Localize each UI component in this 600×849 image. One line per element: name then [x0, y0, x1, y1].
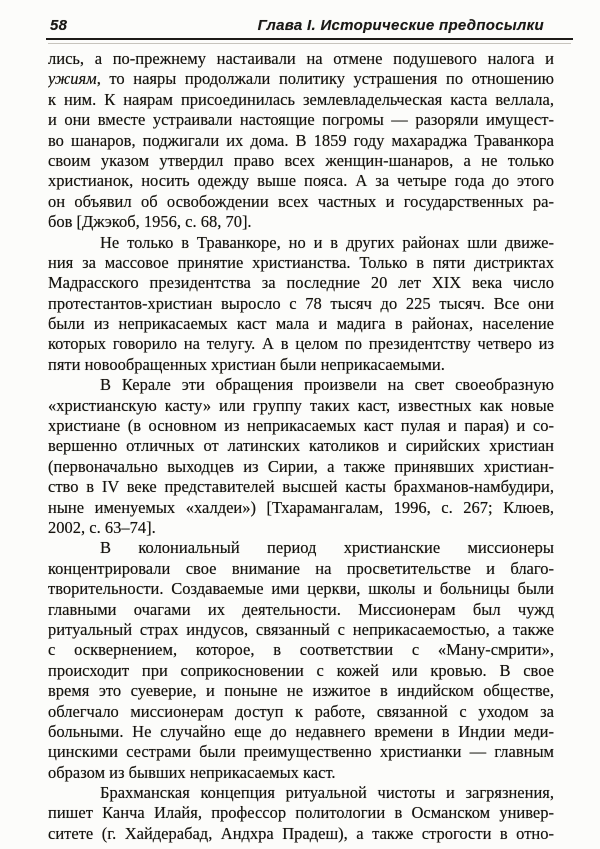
text-segment: ство в IV веке представителей высшей касты брахманов-намбудири,: [48, 477, 554, 497]
text-segment: концентрировали свое внимание на просветительстве и благо-: [48, 558, 554, 578]
text-line: [48, 783, 554, 803]
text-line: [48, 334, 554, 354]
header-rule-shadow: [48, 43, 571, 44]
text-segment: Не только в Траванкоре, но и в других районах шли движе-: [100, 232, 554, 252]
text-segment: которых говорило на телугу. А в целом по президентству четверо из: [48, 334, 554, 354]
text-segment: 2002, с. 63–74].: [48, 517, 156, 537]
text-line: [48, 742, 554, 762]
text-line: [48, 416, 554, 436]
text-segment: ритуальный страх индусов, связанный с неприкасаемостью, а также: [48, 619, 554, 639]
text-segment: лись, а по-прежнему настаивали на отмене подушевого налога и: [48, 49, 554, 68]
text-line: [48, 90, 554, 110]
text-segment: своим указом утвердил право всех женщин-шанаров, а не только: [48, 150, 554, 170]
text-segment: и они вместе устраивали настоящие погромы — разоряли имущест-: [48, 110, 554, 130]
text-segment: (первоначально выходцев из Сирии, а также принявших христиан-: [48, 456, 554, 476]
text-line: [48, 763, 554, 783]
text-segment: во шанаров, поджигали их дома. В 1859 году махараджа Траванкора: [48, 130, 554, 150]
text-line: [48, 620, 554, 640]
text-line: [48, 233, 554, 253]
text-line: [48, 273, 554, 293]
text-line: [48, 253, 554, 273]
text-segment: В Керале эти обращения произвели на свет своеобразную: [100, 375, 554, 395]
text-line: [48, 477, 554, 497]
text-line: [48, 518, 554, 538]
text-segment: к ним. К наярам присоединилась землевладельческая каста веллала,: [48, 89, 554, 109]
text-line: [48, 110, 554, 130]
text-segment: ния за массовое принятие христианства. Только в пяти дистриктах: [48, 252, 554, 272]
text-segment: христианок, носить одежду выше пояса. А за четыре года до этого: [48, 171, 554, 191]
text-line: [48, 559, 554, 579]
text-line: [48, 436, 554, 456]
chapter-title: Глава I. Исторические предпосылки: [257, 17, 544, 34]
text-line: [48, 457, 554, 477]
text-line: [48, 498, 554, 518]
text-line: [48, 681, 554, 701]
text-line: [48, 722, 554, 742]
text-segment: образом из бывших неприкасаемых каст.: [48, 762, 336, 782]
text-line: [48, 640, 554, 660]
paragraph: [48, 375, 554, 538]
text-line: [48, 824, 554, 844]
text-segment: были из неприкасаемых каст мала и мадига в районах, население: [48, 314, 554, 334]
text-segment: В колониальный период христианские миссионеры: [100, 538, 554, 558]
text-segment: Брахманская концепция ритуальной чистоты и загрязнения,: [100, 783, 554, 803]
page-number: 58: [50, 17, 68, 34]
paragraph: [48, 49, 554, 233]
paragraph: [48, 783, 554, 844]
text-segment: христиане (в основном из неприкасаемых каст пулая и парая) и со-: [48, 416, 554, 436]
text-block: [48, 49, 554, 844]
text-segment: время это суеверие, и поныне не изжитое в индийском обществе,: [48, 681, 554, 701]
text-line: [48, 702, 554, 722]
italic-text: ужиям: [48, 69, 97, 89]
text-segment: больными. Не случайно еще до недавнего времени в Индии меди-: [48, 721, 554, 741]
text-segment: пяти новообращенных христиан были неприкасаемыми.: [48, 354, 445, 374]
text-line: [48, 69, 554, 89]
text-line: [48, 171, 554, 191]
text-segment: «христианскую касту» или группу таких каст, известных как новые: [48, 395, 554, 415]
text-segment: творительности. Создаваемые ими церкви, школы и больницы были: [48, 579, 554, 599]
text-segment: Мадрасского президентства за последние 20 лет XIX века число: [48, 273, 554, 293]
text-segment: с осквернением, которое, в соответствии с «Ману-смрити»,: [48, 640, 554, 660]
text-line: [48, 538, 554, 558]
text-segment: он объявил об освобождении всех частных и государственных ра-: [48, 191, 554, 211]
text-segment: бов [Джэкоб, 1956, с. 68, 70].: [48, 212, 252, 232]
text-line: [48, 192, 554, 212]
text-segment: пишет Канча Илайя, профессор политологии в Османском универ-: [48, 803, 554, 823]
text-segment: главными очагами их деятельности. Миссионерам был чужд: [48, 599, 554, 619]
text-line: [48, 803, 554, 823]
text-line: [48, 661, 554, 681]
text-segment: цинскими сестрами были преимущественно христианки — главным: [48, 742, 554, 762]
text-segment: облегчало миссионерам доступ к работе, связанной с уходом за: [48, 701, 554, 721]
running-head: [50, 17, 544, 34]
text-segment: происходит при соприкосновении с кожей или кровью. В свое: [48, 660, 554, 680]
text-segment: , то наяры продолжали политику устрашения по отношению: [96, 69, 554, 89]
text-line: [48, 212, 554, 232]
text-line: [48, 600, 554, 620]
text-line: [48, 355, 554, 375]
header-rule: [46, 38, 573, 40]
text-line: [48, 151, 554, 171]
paragraph: [48, 233, 554, 376]
text-segment: ныне именуемых «халдеи») [Тхарамангалам, 1996, с. 267; Клюев,: [48, 497, 554, 517]
text-line: [48, 314, 554, 334]
text-line: [48, 131, 554, 151]
text-line: [48, 375, 554, 395]
text-line: [48, 49, 554, 69]
text-segment: ситете (г. Хайдерабад, Андхра Прадеш), а также строгости в отно-: [48, 823, 554, 843]
text-line: [48, 579, 554, 599]
paragraph: [48, 538, 554, 783]
text-segment: протестантов-христиан выросло с 78 тысяч до 225 тысяч. Все они: [48, 293, 554, 313]
text-line: [48, 294, 554, 314]
text-line: [48, 396, 554, 416]
text-segment: вершенно отличных от латинских католиков и сирийских христиан: [48, 436, 554, 456]
